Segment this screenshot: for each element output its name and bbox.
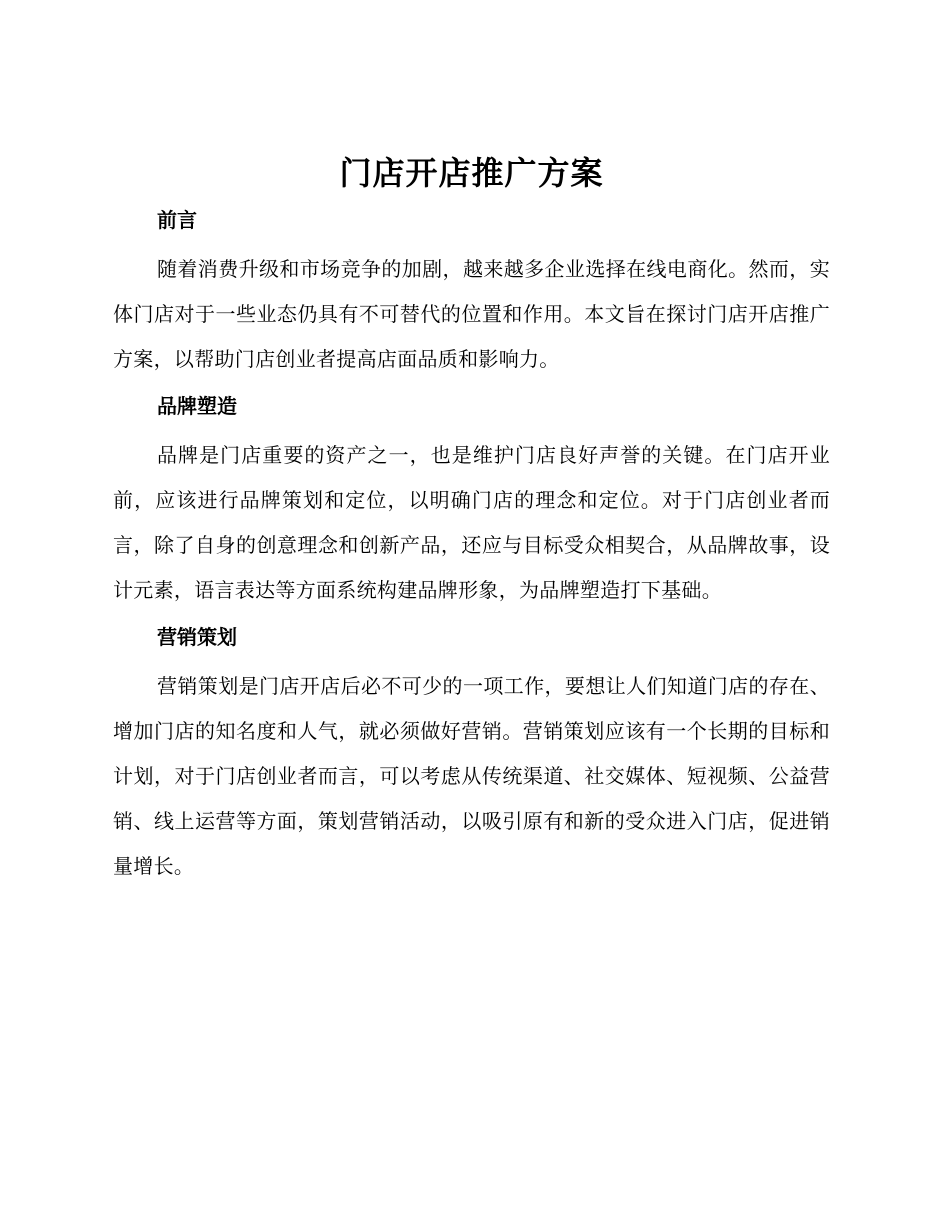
section-heading-preface: 前言 bbox=[157, 208, 197, 232]
section-preface bbox=[113, 206, 830, 392]
section-body-preface: 随着消费升级和市场竞争的加剧，越来越多企业选择在线电商化。然而，实体门店对于一些业态仍具有不可替代的位置和作用。本文旨在探讨门店开店推广方案，以帮助门店创业者提高店面品质和影响力。 bbox=[113, 257, 830, 371]
spacer bbox=[113, 651, 830, 664]
document-page bbox=[113, 150, 830, 889]
spacer bbox=[113, 420, 830, 433]
spacer bbox=[113, 613, 830, 623]
section-body-marketing: 营销策划是门店开店后必不可少的一项工作，要想让人们知道门店的存在、增加门店的知名度和人气，就必须做好营销。营销策划应该有一个长期的目标和计划，对于门店创业者而言，可以考虑从传统渠道、社交媒体、短视频、公益营销、线上运营等方面，策划营销活动，以吸引原有和新的受众进入门店，促进销量增长。 bbox=[113, 674, 830, 878]
section-heading-marketing: 营销策划 bbox=[157, 625, 237, 649]
section-heading-branding: 品牌塑造 bbox=[157, 394, 237, 418]
spacer bbox=[113, 382, 830, 392]
section-body-branding: 品牌是门店重要的资产之一，也是维护门店良好声誉的关键。在门店开业前，应该进行品牌策划和定位，以明确门店的理念和定位。对于门店创业者而言，除了自身的创意理念和创新产品，还应与目标受众相契合，从品牌故事，设计元素，语言表达等方面系统构建品牌形象，为品牌塑造打下基础。 bbox=[113, 443, 830, 602]
section-branding bbox=[113, 392, 830, 623]
section-marketing bbox=[113, 623, 830, 889]
spacer bbox=[113, 234, 830, 247]
document-title: 门店开店推广方案 bbox=[339, 154, 604, 192]
